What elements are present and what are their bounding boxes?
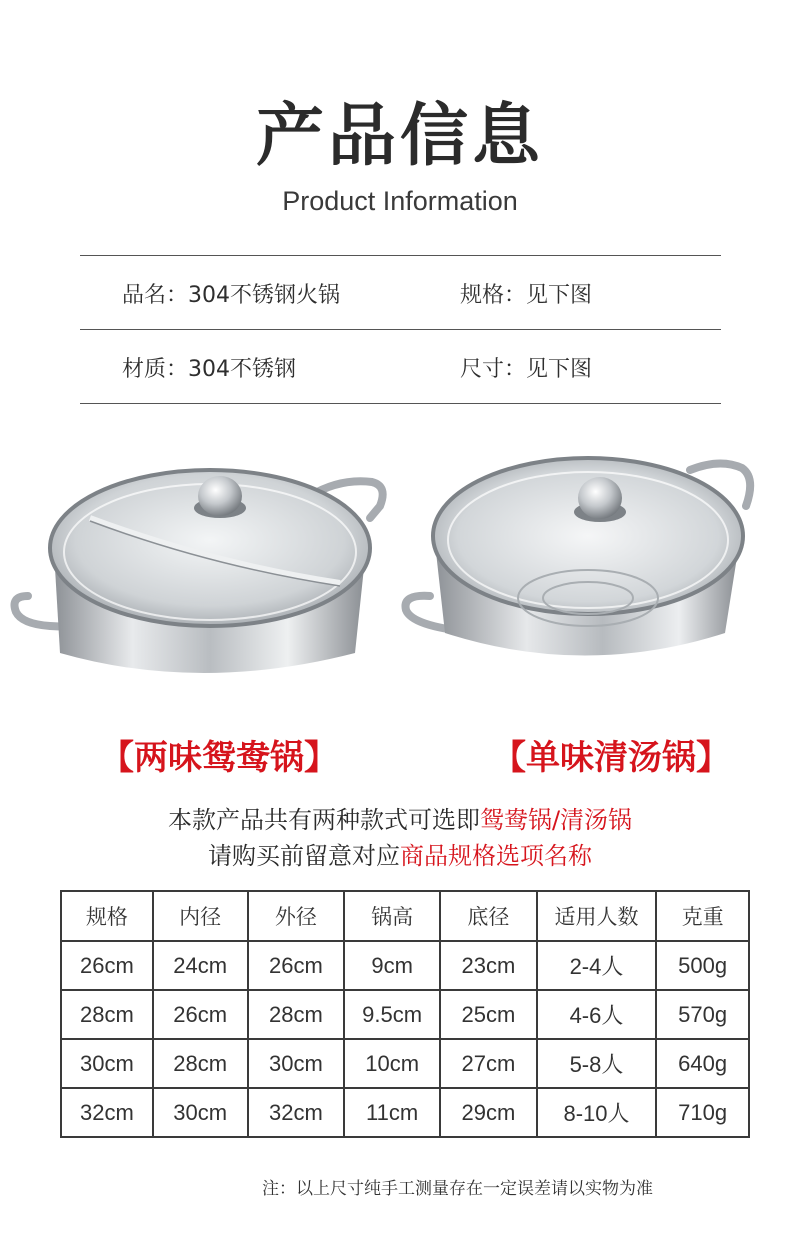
table-cell: 29cm [440,1088,537,1137]
table-row [61,1039,749,1088]
info-row [80,256,721,330]
table-cell: 30cm [248,1039,345,1088]
table-cell: 26cm [153,990,248,1039]
table-cell: 23cm [440,941,537,990]
table-cell: 27cm [440,1039,537,1088]
table-row [61,1088,749,1137]
notice-line-2 [0,836,800,871]
table-header-row [61,891,749,941]
table-cell: 26cm [248,941,345,990]
table-cell: 640g [656,1039,749,1088]
table-cell: 11cm [344,1088,440,1137]
column-header: 规格 [61,891,153,941]
table-cell: 9cm [344,941,440,990]
product-spec: 规格：见下图 [460,283,593,308]
column-header: 内径 [153,891,248,941]
table-cell: 8-10人 [537,1088,656,1137]
table-cell: 570g [656,990,749,1039]
column-header: 克重 [656,891,749,941]
table-cell: 500g [656,941,749,990]
table-cell: 10cm [344,1039,440,1088]
divided-hotpot-image [10,448,390,698]
table-cell: 28cm [153,1039,248,1088]
table-cell: 25cm [440,990,537,1039]
table-cell: 28cm [248,990,345,1039]
spec-table [60,890,750,1138]
table-cell: 4-6人 [537,990,656,1039]
divider [80,403,721,404]
table-cell: 26cm [61,941,153,990]
notice-highlight: 鸳鸯锅/清汤锅 [479,806,633,834]
product-label-divided: 【两味鸳鸯锅】 [100,738,338,778]
page-subtitle: Product Information [282,186,518,216]
table-cell: 28cm [61,990,153,1039]
column-header: 底径 [440,891,537,941]
product-size: 尺寸：见下图 [460,357,593,382]
column-header: 锅高 [344,891,440,941]
table-cell: 30cm [61,1039,153,1088]
notice-highlight: 商品规格选项名称 [400,842,592,870]
table-cell: 710g [656,1088,749,1137]
product-label-single: 【单味清汤锅】 [492,738,730,778]
info-row [80,330,721,404]
table-cell: 5-8人 [537,1039,656,1088]
product-name: 品名：304不锈钢火锅 [122,283,340,308]
table-cell: 2-4人 [537,941,656,990]
column-header: 外径 [248,891,345,941]
table-cell: 9.5cm [344,990,440,1039]
table-row [61,990,749,1039]
column-header: 适用人数 [537,891,656,941]
single-hotpot-image [400,448,760,698]
table-cell: 32cm [248,1088,345,1137]
footnote: 注：以上尺寸纯手工测量存在一定误差请以实物为准 [262,1179,653,1199]
table-cell: 32cm [61,1088,153,1137]
table-cell: 24cm [153,941,248,990]
page-title: 产品信息 [255,97,544,176]
table-row [61,941,749,990]
notice-line-1 [0,800,800,835]
table-cell: 30cm [153,1088,248,1137]
notice-text: 本款产品共有两种款式可选即 [167,806,480,834]
notice-text: 请购买前留意对应 [208,842,400,870]
product-material: 材质：304不锈钢 [122,357,296,382]
